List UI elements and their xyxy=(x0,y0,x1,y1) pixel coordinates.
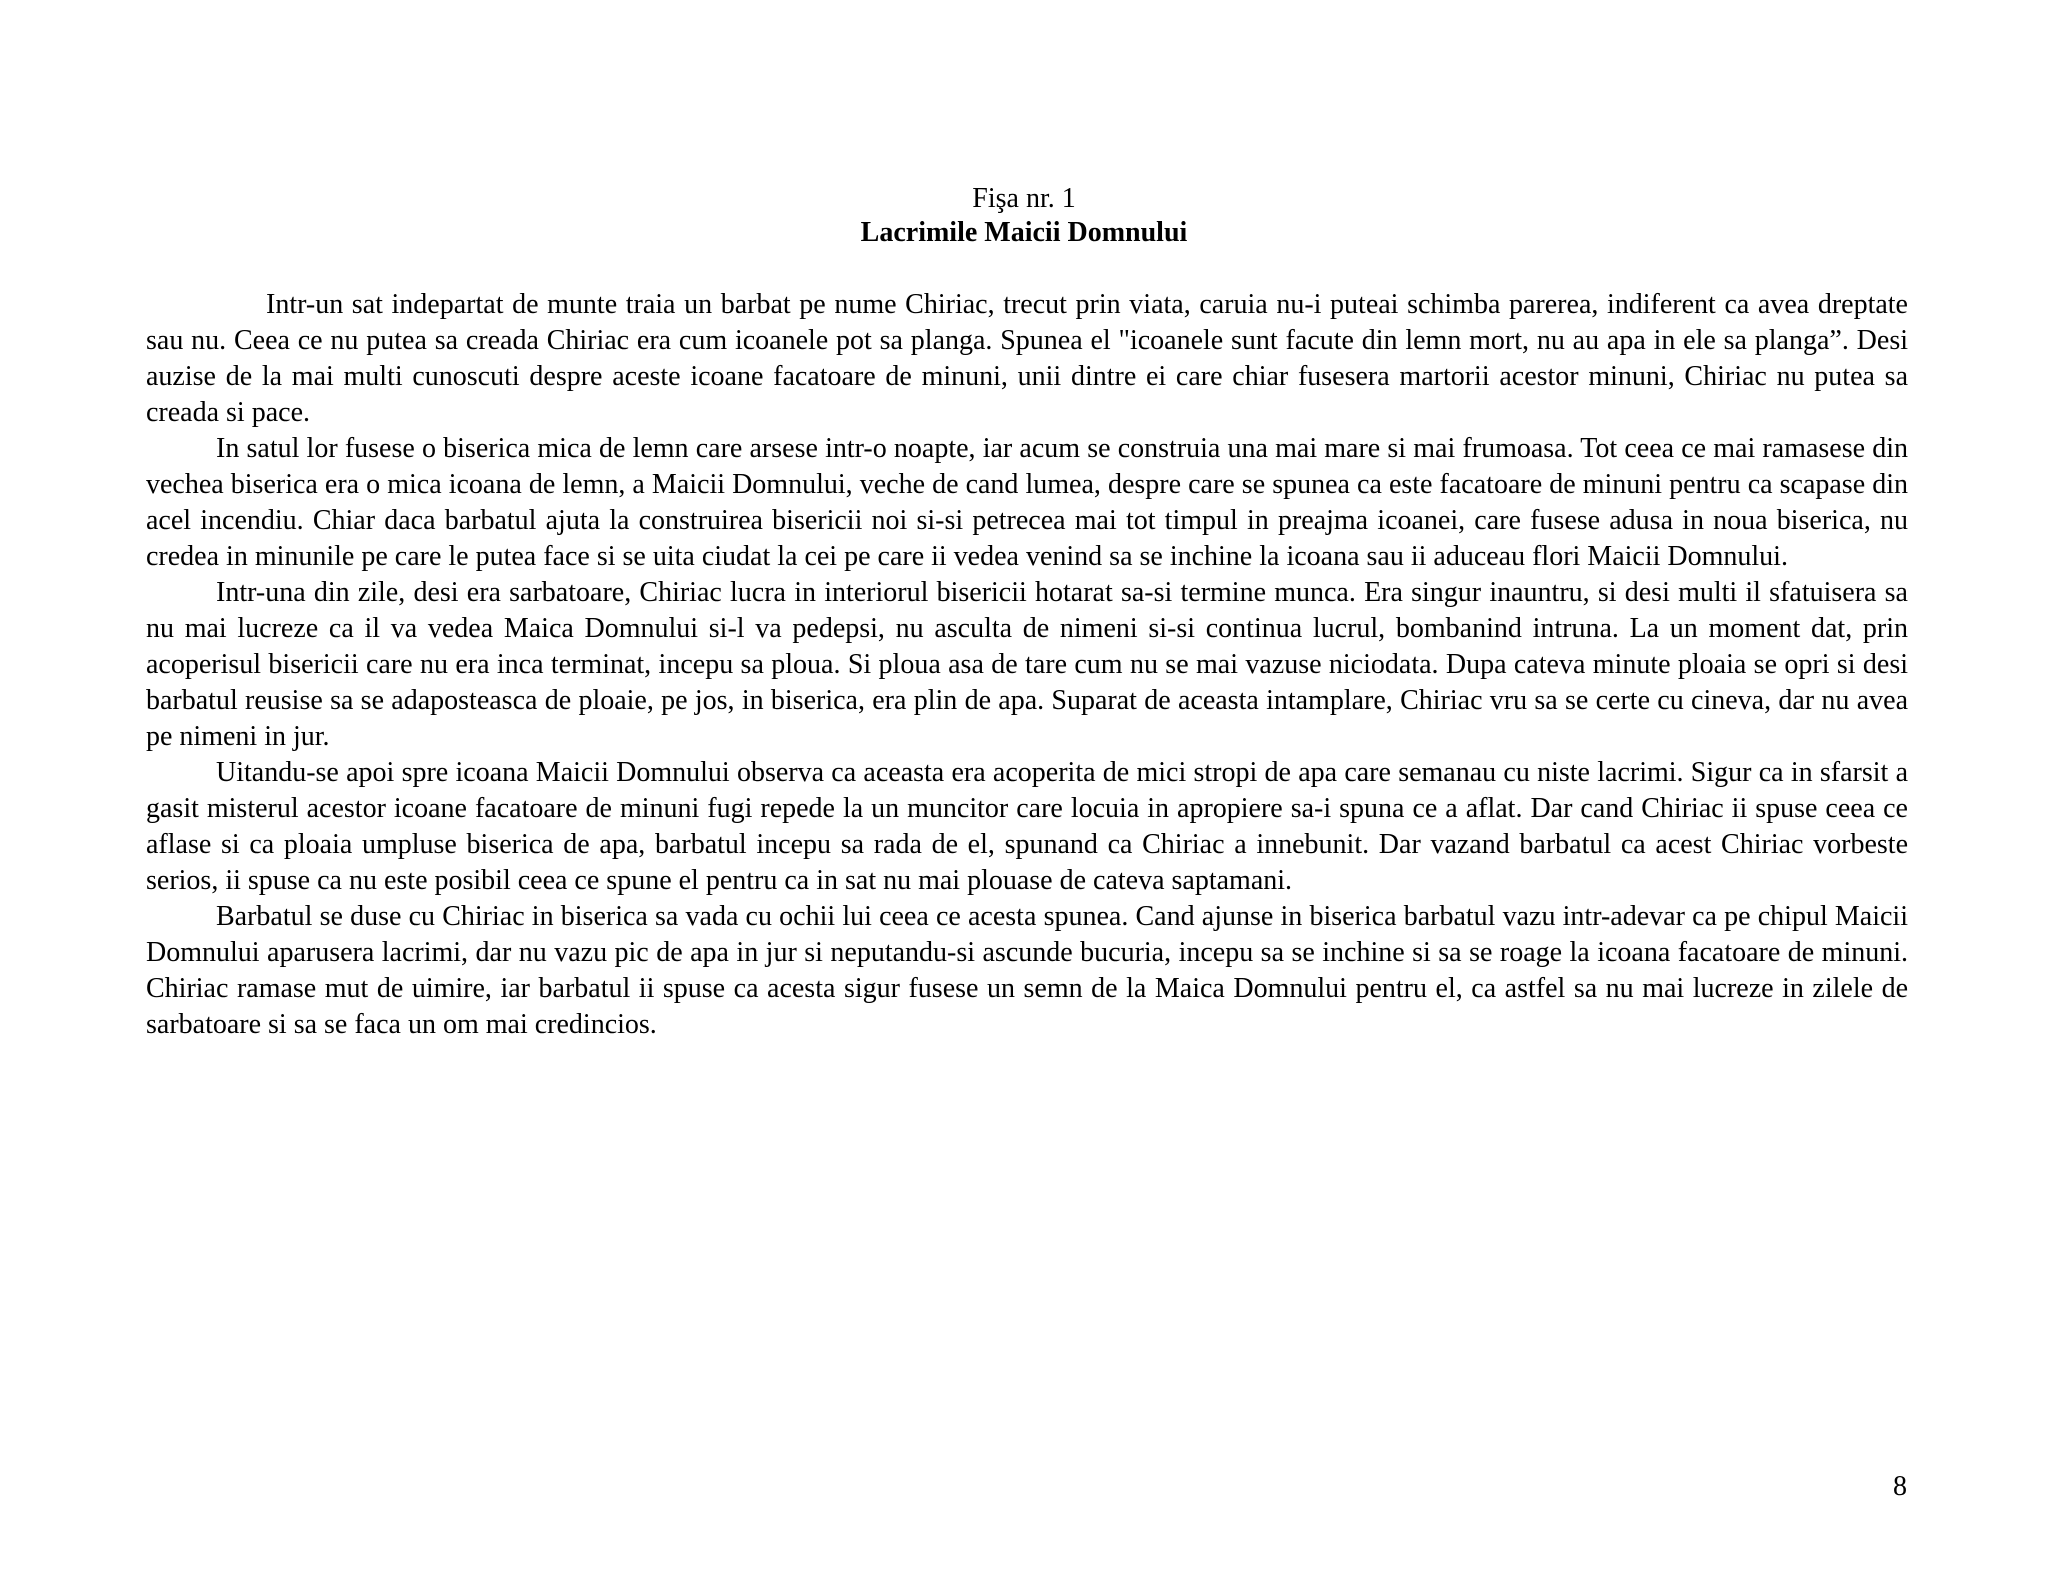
paragraph-3: Intr-una din zile, desi era sarbatoare, Chiriac lucra in interiorul bisericii hotarat sa-si termine munca. Era singur inauntru, si desi multi il sfatuisera sa nu mai lucreze ca il va vedea Maica Domnului si-l va pedepsi, nu asculta de nimeni si-si continua lucrul, bombanind intruna. La un moment dat, prin acoperisul bisericii care nu era inca terminat, incepu sa ploua. Si ploua asa de tare cum nu se mai vazuse niciodata. Dupa cateva minute ploaia se opri si desi barbatul reusise sa se adaposteasca de ploaie, pe jos, in biserica, era plin de apa. Suparat de aceasta intamplare, Chiriac vru sa se certe cu cineva, dar nu avea pe nimeni in jur. xyxy=(146,577,1908,752)
paragraph-4: Uitandu-se apoi spre icoana Maicii Domnului observa ca aceasta era acoperita de mici stropi de apa care semanau cu niste lacrimi. Sigur ca in sfarsit a gasit misterul acestor icoane facatoare de minuni fugi repede la un muncitor care locuia in apropiere sa-i spuna ce a aflat. Dar cand Chiriac ii spuse ceea ce aflase si ca ploaia umpluse biserica de apa, barbatul incepu sa rada de el, spunand ca Chiriac a innebunit. Dar vazand barbatul ca acest Chiriac vorbeste serios, ii spuse ca nu este posibil ceea ce spune el pentru ca in sat nu mai plouase de cateva saptamani. xyxy=(146,757,1908,896)
document-header xyxy=(0,182,2048,250)
paragraph-1: Intr-un sat indepartat de munte traia un barbat pe nume Chiriac, trecut prin viata, caruia nu-i puteai schimba parerea, indiferent ca avea dreptate sau nu. Ceea ce nu putea sa creada Chiriac era cum icoanele pot sa planga. Spunea el "icoanele sunt facute din lemn mort, nu au apa in ele sa planga”. Desi auzise de la mai multi cunoscuti despre aceste icoane facatoare de minuni, unii dintre ei care chiar fusesera martorii acestor minuni, Chiriac nu putea sa creada si pace. xyxy=(146,289,1908,428)
paragraph-2: In satul lor fusese o biserica mica de lemn care arsese intr-o noapte, iar acum se construia una mai mare si mai frumoasa. Tot ceea ce mai ramasese din vechea biserica era o mica icoana de lemn, a Maicii Domnului, veche de cand lumea, despre care se spunea ca este facatoare de minuni pentru ca scapase din acel incendiu. Chiar daca barbatul ajuta la construirea bisericii noi si-si petrecea mai tot timpul in preajma icoanei, care fusese adusa in noua biserica, nu credea in minunile pe care le putea face si se uita ciudat la cei pe care ii vedea venind sa se inchine la icoana sau ii aduceau flori Maicii Domnului. xyxy=(146,433,1908,572)
worksheet-label: Fişa nr. 1 xyxy=(972,183,1076,214)
page-number: 8 xyxy=(1893,1471,1907,1502)
story-title: Lacrimile Maicii Domnului xyxy=(860,217,1188,248)
paragraph-5: Barbatul se duse cu Chiriac in biserica sa vada cu ochii lui ceea ce acesta spunea. Cand ajunse in biserica barbatul vazu intr-adevar ca pe chipul Maicii Domnului aparusera lacrimi, dar nu vazu pic de apa in jur si neputandu-si ascunde bucuria, incepu sa se inchine si sa se roage la icoana facatoare de minuni. Chiriac ramase mut de uimire, iar barbatul ii spuse ca acesta sigur fusese un semn de la Maica Domnului pentru el, ca astfel sa nu mai lucreze in zilele de sarbatoare si sa se faca un om mai credincios. xyxy=(146,901,1908,1040)
story-body xyxy=(146,287,1908,1043)
